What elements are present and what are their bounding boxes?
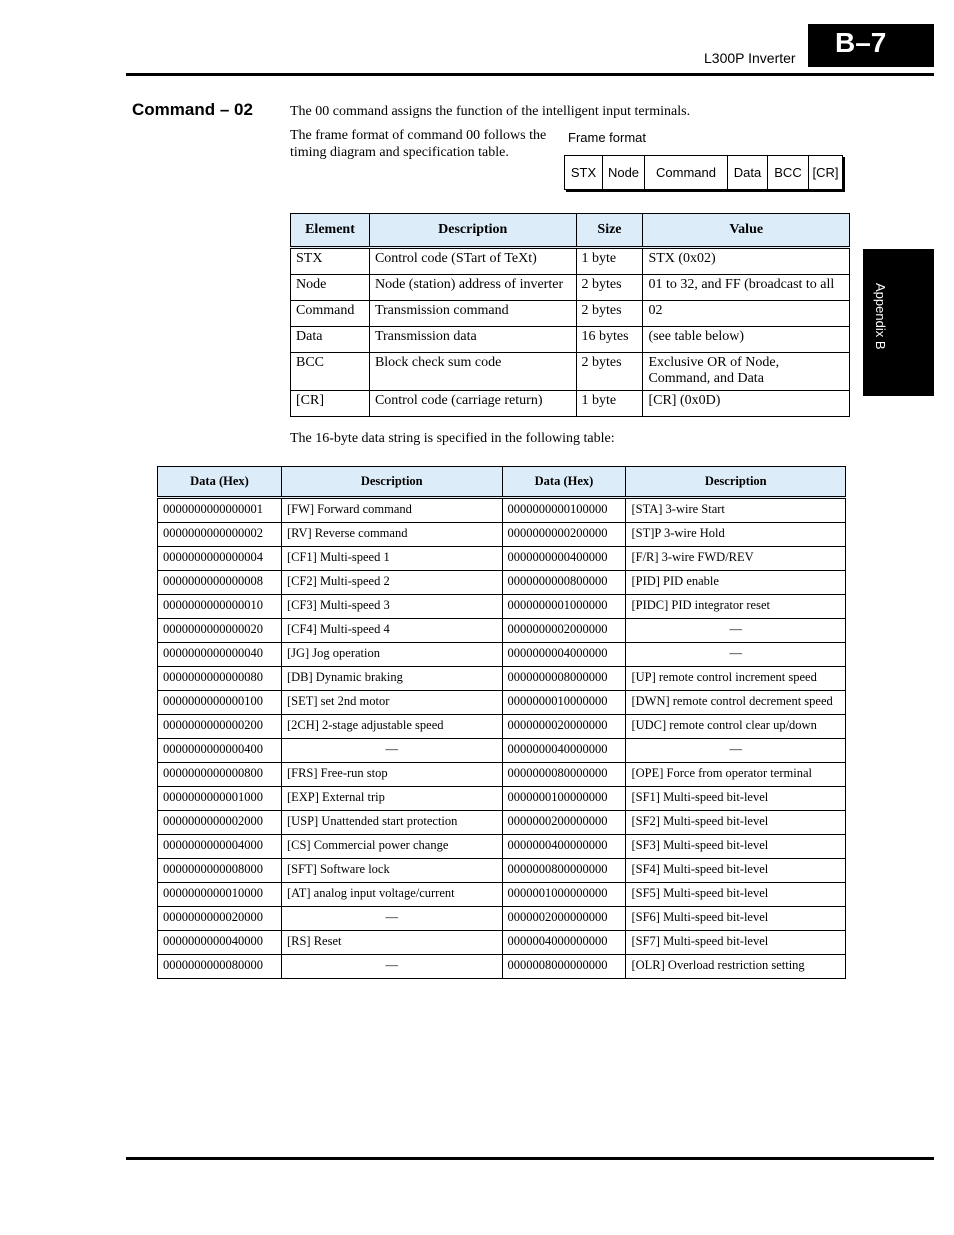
table-cell: 0000000040000000 [502,739,626,763]
column-header: Description [281,467,502,498]
frame-cell-command: Command [644,156,727,189]
table-cell: [CF2] Multi-speed 2 [281,571,502,595]
data-bit-table [157,466,846,979]
table-cell: [ST]P 3-wire Hold [626,523,846,547]
column-header: Data (Hex) [158,467,282,498]
table-cell: 0000000000800000 [502,571,626,595]
table-cell: [2CH] 2-stage adjustable speed [281,715,502,739]
table-cell: 0000000000000010 [158,595,282,619]
table-cell: [PID] PID enable [626,571,846,595]
table-row [158,667,846,691]
table-row [158,811,846,835]
data-table-intro: The 16-byte data string is specified in the following table: [290,431,615,446]
table-cell: 0000000000000001 [158,498,282,523]
section-heading: Command – 02 [132,100,253,119]
table-cell: 0000000000001000 [158,787,282,811]
table-cell: [SF4] Multi-speed bit-level [626,859,846,883]
table-row [158,715,846,739]
table-cell: — [281,739,502,763]
table-row [158,643,846,667]
table-cell: 2 bytes [576,353,643,391]
page-number-tab [808,24,934,67]
table-cell: 0000000000020000 [158,907,282,931]
table-cell: [DWN] remote control decrement speed [626,691,846,715]
table-cell: [CR] [291,391,370,417]
table-cell: Node [291,275,370,301]
table-cell: 0000000000010000 [158,883,282,907]
table-cell: 0000000000000400 [158,739,282,763]
table-cell: 0000000000000004 [158,547,282,571]
table-cell: [CS] Commercial power change [281,835,502,859]
table-row [158,523,846,547]
table-cell: [USP] Unattended start protection [281,811,502,835]
table-cell: [SF1] Multi-speed bit-level [626,787,846,811]
intro-paragraph-1: The 00 command assigns the function of the intelligent input terminals. [290,104,691,119]
table-cell: Transmission command [369,301,576,327]
table-row [291,353,850,391]
table-header-row [291,214,850,248]
table-cell: 0000000008000000 [502,667,626,691]
table-cell: (see table below) [643,327,850,353]
frame-format-label: Frame format [568,130,647,145]
table-cell: STX (0x02) [643,248,850,275]
table-cell: 0000000000100000 [502,498,626,523]
table-cell: 2 bytes [576,301,643,327]
table-cell: [CR] (0x0D) [643,391,850,417]
table-cell: 16 bytes [576,327,643,353]
table-cell: 0000000000000008 [158,571,282,595]
table-row [291,301,850,327]
table-row [291,327,850,353]
appendix-side-tab [863,249,934,396]
table-cell: 0000000000000080 [158,667,282,691]
table-row [291,275,850,301]
table-cell: 0000000080000000 [502,763,626,787]
intro-paragraph-2: The frame format of command 00 follows the timing diagram and specification table. [290,128,547,160]
table-cell: 0000000000000800 [158,763,282,787]
element-spec-table [290,213,850,417]
table-cell: [EXP] External trip [281,787,502,811]
frame-cell-bcc: BCC [767,156,808,189]
table-cell: 0000000200000000 [502,811,626,835]
table-cell: [SF7] Multi-speed bit-level [626,931,846,955]
table-cell: 0000000000400000 [502,547,626,571]
table-cell: 1 byte [576,248,643,275]
table-row [158,931,846,955]
table-row [291,248,850,275]
table-cell: [SF2] Multi-speed bit-level [626,811,846,835]
table-cell: [SF3] Multi-speed bit-level [626,835,846,859]
column-header: Size [576,214,643,248]
table-cell: [OLR] Overload restriction setting [626,955,846,979]
table-cell: Node (station) address of inverter [369,275,576,301]
table-cell: 0000000004000000 [502,643,626,667]
document-title: L300P Inverter [704,50,796,66]
table-cell: 0000000000200000 [502,523,626,547]
table-row [158,787,846,811]
table-cell: 02 [643,301,850,327]
page-number: B–7 [835,27,887,58]
table-cell: 2 bytes [576,275,643,301]
frame-cell-cr: [CR] [808,156,842,189]
table-cell: 1 byte [576,391,643,417]
table-row [158,907,846,931]
frame-cell-data: Data [727,156,767,189]
table-cell: 0000000000000200 [158,715,282,739]
table-cell: 0000000000000002 [158,523,282,547]
table-cell: 0000000800000000 [502,859,626,883]
table-cell: 0000004000000000 [502,931,626,955]
table-row [158,547,846,571]
table-cell: 0000000000000100 [158,691,282,715]
table-cell: — [281,907,502,931]
appendix-label: Appendix B [873,283,888,350]
table-cell: 0000000000004000 [158,835,282,859]
table-row [158,691,846,715]
table-cell: 0000000100000000 [502,787,626,811]
table-cell: 0000000001000000 [502,595,626,619]
table-cell: [SFT] Software lock [281,859,502,883]
column-header: Description [626,467,846,498]
table-row [158,571,846,595]
table-cell: Exclusive OR of Node, Command, and Data [643,353,850,391]
table-cell: STX [291,248,370,275]
table-row [158,835,846,859]
table-cell: [RS] Reset [281,931,502,955]
table-cell: 0000000000002000 [158,811,282,835]
table-cell: [CF3] Multi-speed 3 [281,595,502,619]
footer-rule [126,1157,934,1160]
table-header-row [158,467,846,498]
header-rule [126,73,934,76]
table-cell: — [281,955,502,979]
table-cell: — [626,619,846,643]
table-row [158,883,846,907]
table-cell: 0000000000000040 [158,643,282,667]
column-header: Data (Hex) [502,467,626,498]
table-cell: Command [291,301,370,327]
table-cell: 01 to 32, and FF (broadcast to all [643,275,850,301]
table-cell: [DB] Dynamic braking [281,667,502,691]
table-cell: Block check sum code [369,353,576,391]
table-cell: 0000000000000020 [158,619,282,643]
frame-cell-node: Node [602,156,644,189]
table-cell: [PIDC] PID integrator reset [626,595,846,619]
table-cell: Control code (STart of TeXt) [369,248,576,275]
table-cell: 0000000020000000 [502,715,626,739]
frame-format-diagram [564,155,843,190]
table-cell: 0000000010000000 [502,691,626,715]
table-cell: [JG] Jog operation [281,643,502,667]
table-cell: [OPE] Force from operator terminal [626,763,846,787]
table-cell: [CF4] Multi-speed 4 [281,619,502,643]
table-cell: [UDC] remote control clear up/down [626,715,846,739]
table-cell: 0000000000040000 [158,931,282,955]
table-cell: BCC [291,353,370,391]
table-row [158,763,846,787]
table-cell: 0000002000000000 [502,907,626,931]
table-cell: Control code (carriage return) [369,391,576,417]
table-cell: [RV] Reverse command [281,523,502,547]
table-cell: 0000000000008000 [158,859,282,883]
table-cell: — [626,643,846,667]
table-row [158,619,846,643]
table-cell: [UP] remote control increment speed [626,667,846,691]
table-cell: Data [291,327,370,353]
table-row [158,955,846,979]
table-cell: [SET] set 2nd motor [281,691,502,715]
table-cell: 0000000002000000 [502,619,626,643]
table-cell: 0000000000080000 [158,955,282,979]
table-cell: 0000008000000000 [502,955,626,979]
frame-cell-stx: STX [570,165,597,180]
table-cell: [AT] analog input voltage/current [281,883,502,907]
table-row [158,859,846,883]
table-row [158,595,846,619]
table-row [158,739,846,763]
column-header: Description [369,214,576,248]
table-cell: [FW] Forward command [281,498,502,523]
table-cell: 0000000400000000 [502,835,626,859]
column-header: Element [291,214,370,248]
table-cell: [CF1] Multi-speed 1 [281,547,502,571]
table-cell: [F/R] 3-wire FWD/REV [626,547,846,571]
table-row [291,391,850,417]
table-cell: [STA] 3-wire Start [626,498,846,523]
table-cell: — [626,739,846,763]
column-header: Value [643,214,850,248]
table-row [158,498,846,523]
table-cell: Transmission data [369,327,576,353]
table-cell: [SF6] Multi-speed bit-level [626,907,846,931]
table-cell: [SF5] Multi-speed bit-level [626,883,846,907]
table-cell: [FRS] Free-run stop [281,763,502,787]
table-cell: 0000001000000000 [502,883,626,907]
